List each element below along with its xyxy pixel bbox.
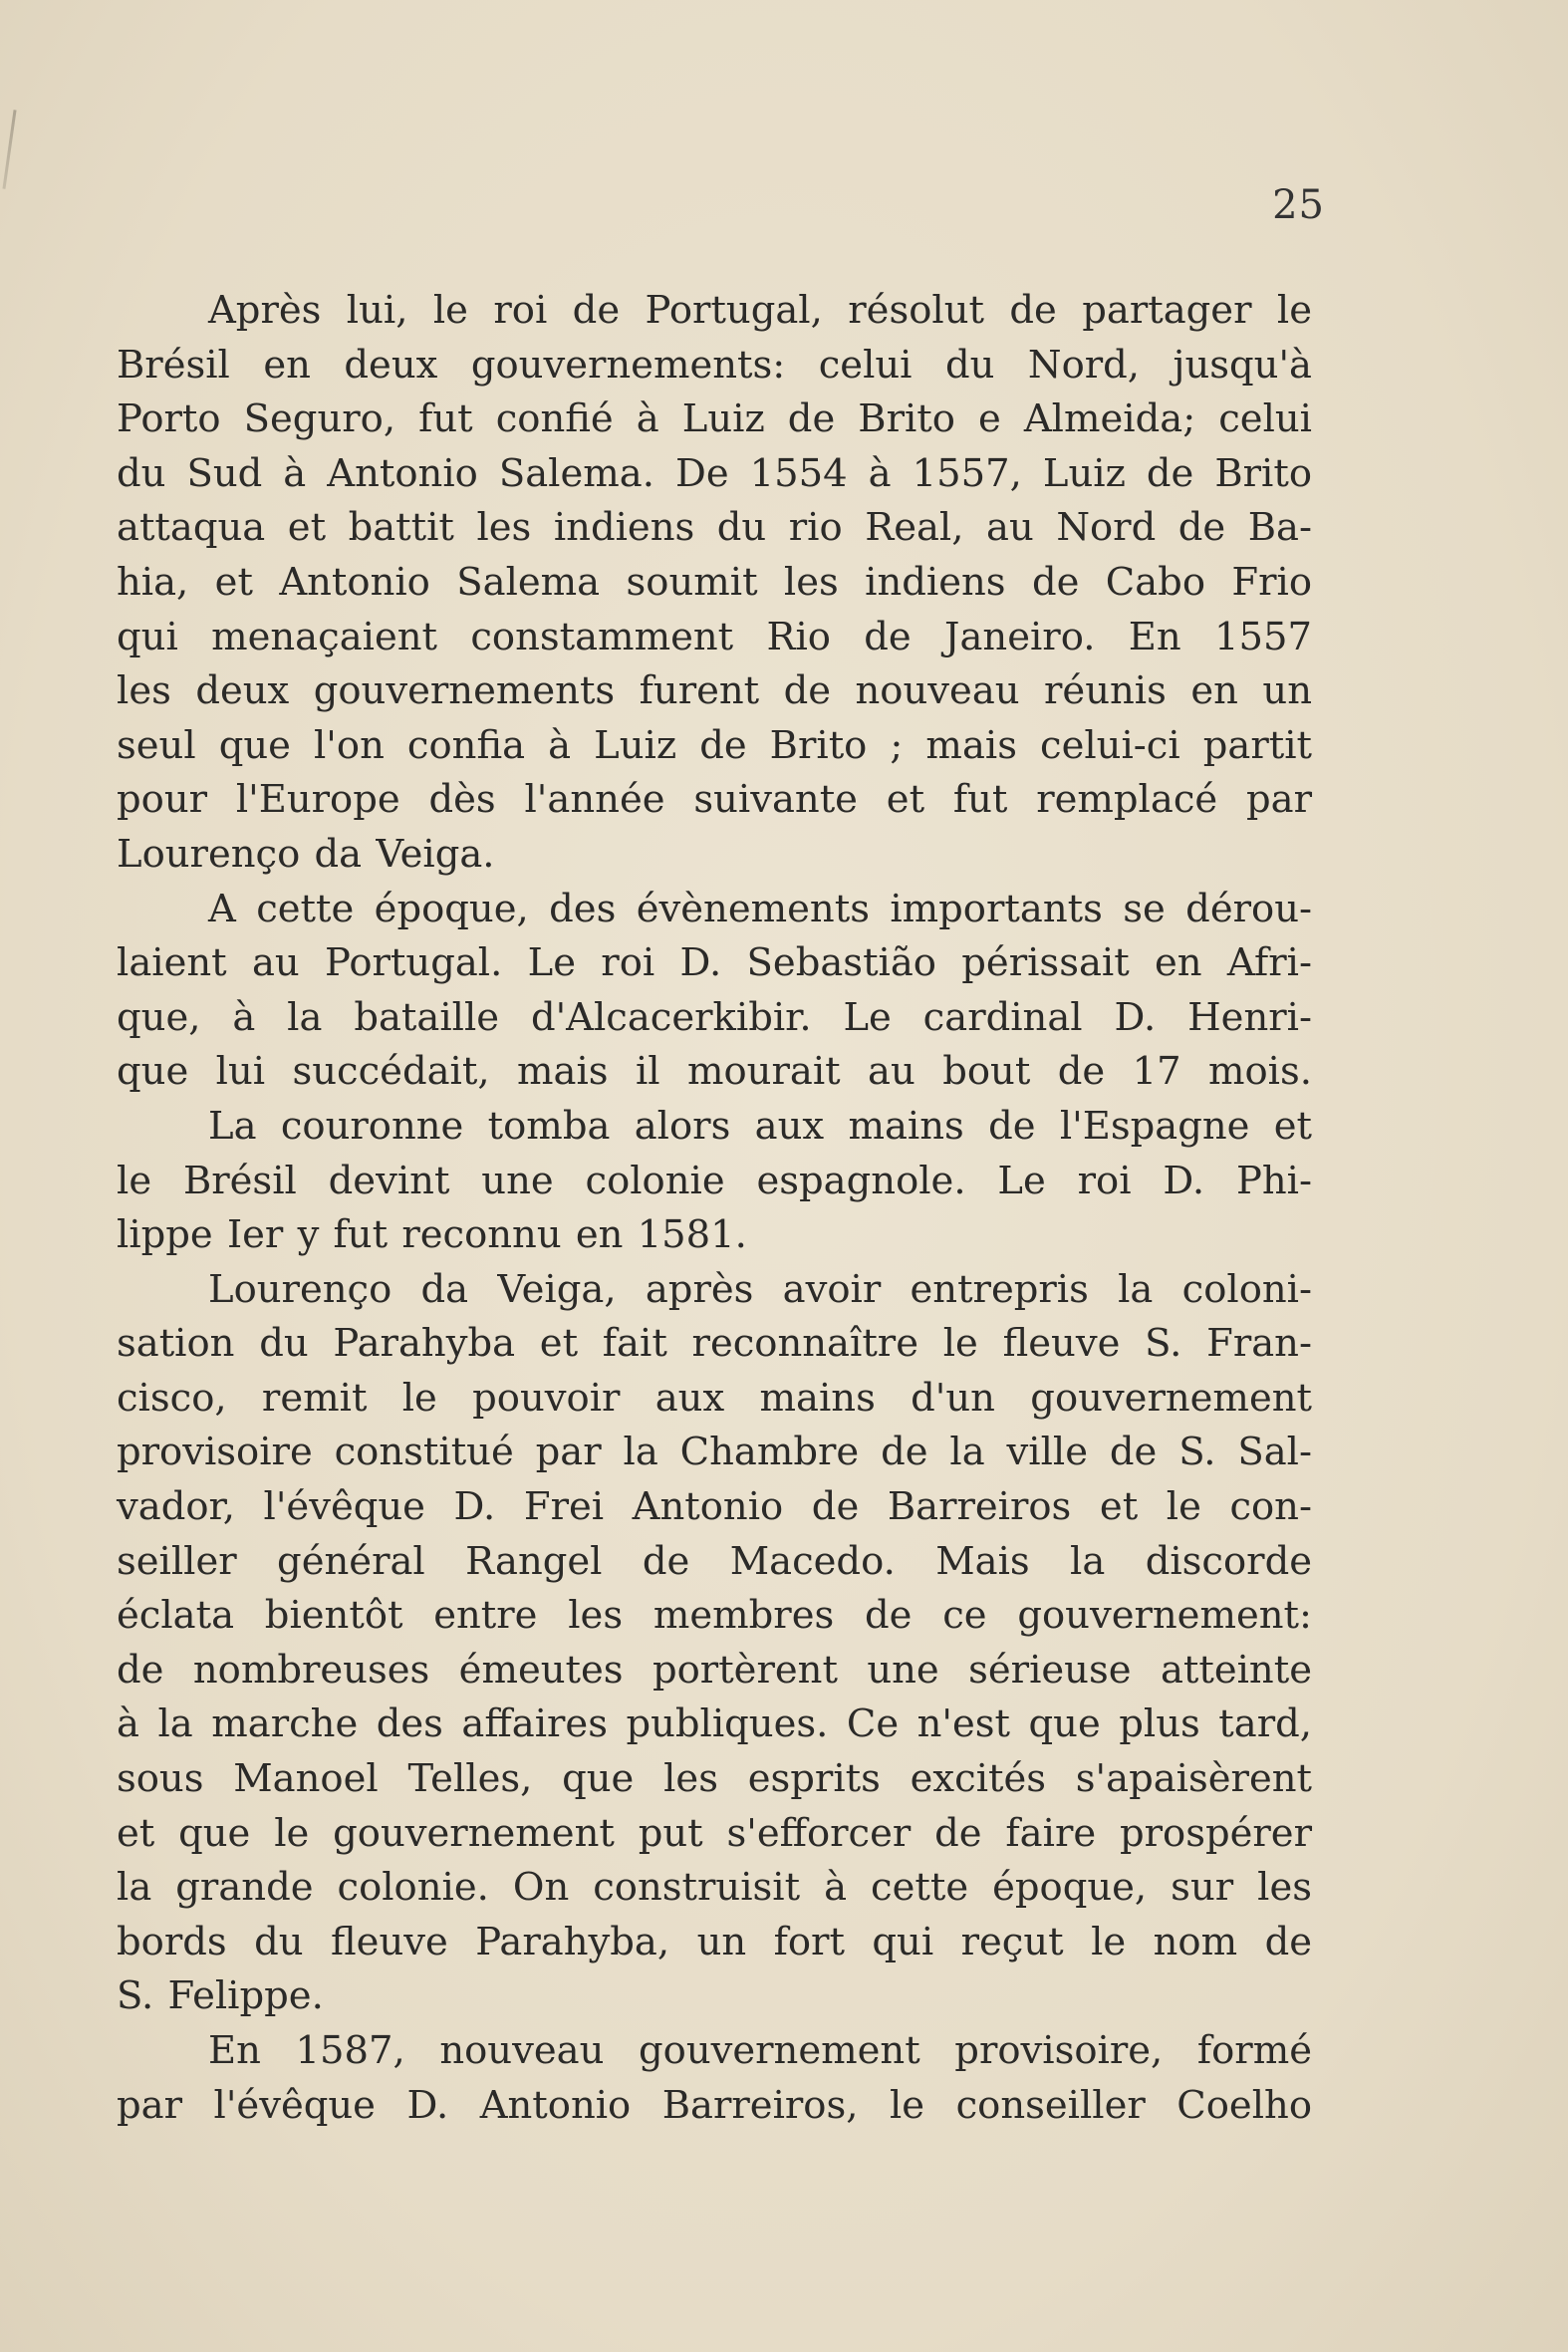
text-line: les deux gouvernements furent de nouveau réunis en un (117, 668, 1312, 714)
text-line: cisco, remit le pouvoir aux mains d'un gouvernement (117, 1375, 1312, 1421)
text-line: que, à la bataille d'Alcacerkibir. Le cardinal D. Henri- (117, 994, 1312, 1040)
text-line: vador, l'évêque D. Frei Antonio de Barreiros et le con- (117, 1484, 1312, 1530)
text-line: S. Felippe. (117, 1973, 324, 2019)
text-line: A cette époque, des évènements importants se dérou- (208, 886, 1312, 931)
text-line: lippe Ier y fut reconnu en 1581. (117, 1212, 747, 1258)
text-line: Porto Seguro, fut confié à Luiz de Brito e Almeida; celui (117, 396, 1312, 442)
text-line: provisoire constitué par la Chambre de la ville de S. Sal- (117, 1430, 1312, 1475)
text-line: le Brésil devint une colonie espagnole. Le roi D. Phi- (117, 1158, 1312, 1203)
text-line: sous Manoel Telles, que les esprits excités s'apaisèrent (117, 1756, 1312, 1802)
text-line: de nombreuses émeutes portèrent une sérieuse atteinte (117, 1647, 1312, 1693)
text-line: que lui succédait, mais il mourait au bout de 17 mois. (117, 1049, 1312, 1095)
page-number: 25 (1272, 182, 1325, 228)
text-line: attaqua et battit les indiens du rio Real, au Nord de Ba- (117, 505, 1312, 551)
text-line: la grande colonie. On construisit à cette époque, sur les (117, 1865, 1312, 1911)
text-line: En 1587, nouveau gouvernement provisoire, formé (208, 2028, 1312, 2073)
text-line: pour l'Europe dès l'année suivante et fut remplacé par (117, 777, 1312, 823)
text-line: seul que l'on confia à Luiz de Brito ; mais celui-ci partit (117, 722, 1312, 768)
text-line: Lourenço da Veiga. (117, 831, 495, 877)
text-line: La couronne tomba alors aux mains de l'Espagne et (208, 1103, 1312, 1149)
text-line: du Sud à Antonio Salema. De 1554 à 1557, Luiz de Brito (117, 450, 1312, 496)
text-line: et que le gouvernement put s'efforcer de faire prospérer (117, 1810, 1312, 1856)
text-line: Brésil en deux gouvernements: celui du Nord, jusqu'à (117, 342, 1312, 388)
text-line: hia, et Antonio Salema soumit les indiens de Cabo Frio (117, 559, 1312, 605)
text-line: seiller général Rangel de Macedo. Mais la discorde (117, 1538, 1312, 1584)
text-line: sation du Parahyba et fait reconnaître le fleuve S. Fran- (117, 1321, 1312, 1367)
page-edge-mark (2, 110, 16, 189)
text-line: bords du fleuve Parahyba, un fort qui reçut le nom de (117, 1919, 1312, 1964)
body-text (117, 284, 1312, 2133)
text-line: Après lui, le roi de Portugal, résolut de partager le (208, 288, 1312, 333)
text-line: à la marche des affaires publiques. Ce n'est que plus tard, (117, 1701, 1312, 1747)
text-line: laient au Portugal. Le roi D. Sebastião périssait en Afri- (117, 940, 1312, 986)
text-line: Lourenço da Veiga, après avoir entrepris la coloni- (208, 1266, 1312, 1312)
text-line: éclata bientôt entre les membres de ce gouvernement: (117, 1593, 1312, 1639)
text-line: par l'évêque D. Antonio Barreiros, le conseiller Coelho (117, 2082, 1312, 2128)
text-line: qui menaçaient constamment Rio de Janeiro. En 1557 (117, 614, 1312, 659)
